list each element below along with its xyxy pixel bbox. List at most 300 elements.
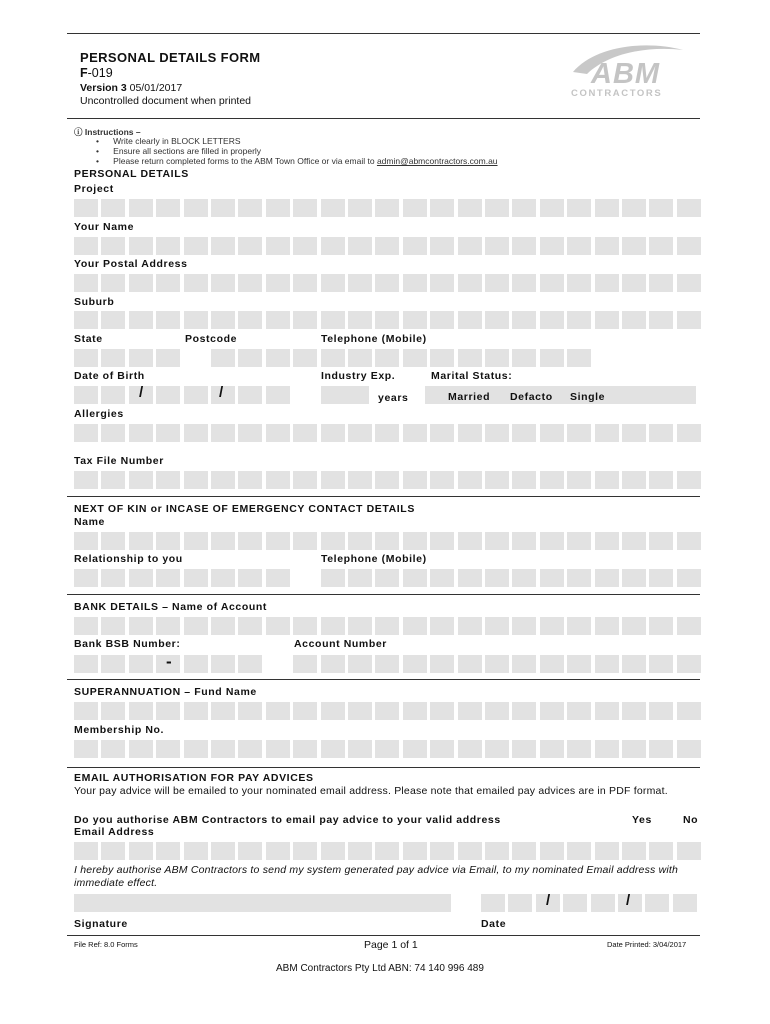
char-box[interactable] <box>430 569 454 587</box>
char-box[interactable] <box>184 740 208 758</box>
char-box[interactable] <box>622 199 646 217</box>
char-box[interactable] <box>156 740 180 758</box>
char-box[interactable] <box>677 424 701 442</box>
char-box[interactable] <box>512 274 536 292</box>
char-box[interactable] <box>540 702 564 720</box>
char-box[interactable] <box>211 655 235 673</box>
char-box[interactable] <box>101 349 125 367</box>
char-box[interactable] <box>485 424 509 442</box>
char-box[interactable] <box>321 274 345 292</box>
char-box[interactable] <box>622 702 646 720</box>
char-box[interactable] <box>403 740 427 758</box>
char-box[interactable] <box>348 617 372 635</box>
char-box[interactable] <box>266 311 290 329</box>
char-box[interactable] <box>649 569 673 587</box>
char-box[interactable] <box>101 424 125 442</box>
char-box[interactable] <box>512 569 536 587</box>
char-box[interactable] <box>375 471 399 489</box>
char-box[interactable] <box>184 532 208 550</box>
no-option[interactable]: No <box>683 814 699 826</box>
char-box[interactable] <box>375 569 399 587</box>
char-box[interactable] <box>101 471 125 489</box>
char-box[interactable] <box>156 237 180 255</box>
char-box[interactable] <box>403 237 427 255</box>
char-box[interactable] <box>458 740 482 758</box>
char-box[interactable] <box>348 311 372 329</box>
char-box[interactable] <box>430 740 454 758</box>
char-box[interactable] <box>101 237 125 255</box>
char-box[interactable] <box>677 471 701 489</box>
char-box[interactable] <box>485 655 509 673</box>
char-box[interactable] <box>375 199 399 217</box>
char-box[interactable] <box>540 740 564 758</box>
char-box[interactable] <box>348 424 372 442</box>
char-box[interactable] <box>211 349 235 367</box>
char-box[interactable] <box>485 617 509 635</box>
char-box[interactable] <box>129 311 153 329</box>
char-box[interactable] <box>321 424 345 442</box>
char-box[interactable] <box>485 702 509 720</box>
char-box[interactable] <box>293 424 317 442</box>
char-box[interactable] <box>567 424 591 442</box>
char-box[interactable] <box>156 424 180 442</box>
char-box[interactable] <box>266 471 290 489</box>
char-box[interactable] <box>595 424 619 442</box>
char-box[interactable] <box>74 617 98 635</box>
char-box[interactable] <box>101 740 125 758</box>
char-box[interactable] <box>211 740 235 758</box>
char-box[interactable] <box>266 702 290 720</box>
char-box[interactable] <box>622 532 646 550</box>
char-box[interactable] <box>485 311 509 329</box>
char-box[interactable] <box>293 702 317 720</box>
char-box[interactable] <box>321 532 345 550</box>
char-box[interactable] <box>403 311 427 329</box>
char-box[interactable] <box>156 199 180 217</box>
char-box[interactable] <box>156 532 180 550</box>
char-box[interactable] <box>622 569 646 587</box>
char-box[interactable] <box>677 532 701 550</box>
char-box[interactable] <box>129 237 153 255</box>
char-box[interactable] <box>458 424 482 442</box>
char-box[interactable] <box>649 842 673 860</box>
char-box[interactable] <box>649 424 673 442</box>
char-box[interactable] <box>595 842 619 860</box>
char-box[interactable] <box>458 569 482 587</box>
char-box[interactable] <box>101 655 125 673</box>
char-box[interactable] <box>375 842 399 860</box>
char-box[interactable] <box>485 842 509 860</box>
char-box[interactable] <box>430 424 454 442</box>
char-box[interactable] <box>458 199 482 217</box>
char-box[interactable] <box>129 740 153 758</box>
char-box[interactable] <box>567 569 591 587</box>
char-box[interactable] <box>156 274 180 292</box>
char-box[interactable] <box>512 424 536 442</box>
char-box[interactable] <box>101 617 125 635</box>
char-box[interactable] <box>512 655 536 673</box>
char-box[interactable] <box>321 569 345 587</box>
char-box[interactable] <box>649 311 673 329</box>
char-box[interactable] <box>211 617 235 635</box>
char-box[interactable] <box>129 424 153 442</box>
char-box[interactable] <box>238 311 262 329</box>
char-box[interactable] <box>266 740 290 758</box>
char-box[interactable] <box>129 532 153 550</box>
char-box[interactable] <box>677 740 701 758</box>
char-box[interactable] <box>266 199 290 217</box>
char-box[interactable] <box>512 740 536 758</box>
char-box[interactable] <box>458 274 482 292</box>
char-box[interactable] <box>156 349 180 367</box>
char-box[interactable] <box>403 842 427 860</box>
char-box[interactable] <box>101 702 125 720</box>
industry-field[interactable] <box>321 386 369 404</box>
char-box[interactable] <box>238 617 262 635</box>
char-box[interactable] <box>458 471 482 489</box>
char-box[interactable] <box>211 569 235 587</box>
char-box[interactable] <box>375 237 399 255</box>
char-box[interactable] <box>266 424 290 442</box>
char-box[interactable] <box>375 617 399 635</box>
char-box[interactable] <box>293 349 317 367</box>
char-box[interactable] <box>567 740 591 758</box>
char-box[interactable] <box>567 199 591 217</box>
char-box[interactable] <box>211 471 235 489</box>
char-box[interactable] <box>375 655 399 673</box>
char-box[interactable] <box>677 237 701 255</box>
char-box[interactable] <box>238 569 262 587</box>
char-box[interactable] <box>184 424 208 442</box>
char-box[interactable] <box>540 842 564 860</box>
char-box[interactable] <box>622 740 646 758</box>
char-box[interactable] <box>101 311 125 329</box>
char-box[interactable] <box>74 349 98 367</box>
char-box[interactable] <box>266 569 290 587</box>
char-box[interactable] <box>184 569 208 587</box>
char-box[interactable] <box>677 274 701 292</box>
char-box[interactable] <box>238 702 262 720</box>
char-box[interactable] <box>649 740 673 758</box>
char-box[interactable] <box>211 311 235 329</box>
char-box[interactable] <box>375 740 399 758</box>
char-box[interactable] <box>101 199 125 217</box>
char-box[interactable] <box>485 569 509 587</box>
char-box[interactable] <box>591 894 615 912</box>
char-box[interactable] <box>567 349 591 367</box>
char-box[interactable] <box>348 569 372 587</box>
char-box[interactable] <box>677 311 701 329</box>
char-box[interactable] <box>595 617 619 635</box>
char-box[interactable] <box>540 349 564 367</box>
char-box[interactable] <box>649 199 673 217</box>
char-box[interactable] <box>430 702 454 720</box>
char-box[interactable] <box>403 569 427 587</box>
char-box[interactable] <box>156 386 180 404</box>
char-box[interactable] <box>485 349 509 367</box>
char-box[interactable] <box>458 237 482 255</box>
char-box[interactable] <box>458 532 482 550</box>
char-box[interactable] <box>430 349 454 367</box>
char-box[interactable] <box>266 274 290 292</box>
char-box[interactable] <box>622 655 646 673</box>
char-box[interactable] <box>74 532 98 550</box>
char-box[interactable] <box>540 532 564 550</box>
char-box[interactable] <box>567 532 591 550</box>
char-box[interactable] <box>540 655 564 673</box>
char-box[interactable] <box>458 842 482 860</box>
single-option[interactable]: Single <box>570 391 606 403</box>
char-box[interactable] <box>485 740 509 758</box>
char-box[interactable] <box>430 842 454 860</box>
char-box[interactable] <box>238 274 262 292</box>
char-box[interactable] <box>348 740 372 758</box>
char-box[interactable] <box>649 655 673 673</box>
char-box[interactable] <box>266 532 290 550</box>
char-box[interactable] <box>540 617 564 635</box>
char-box[interactable] <box>184 386 208 404</box>
char-box[interactable] <box>238 424 262 442</box>
char-box[interactable] <box>266 617 290 635</box>
char-box[interactable] <box>129 349 153 367</box>
char-box[interactable] <box>430 237 454 255</box>
char-box[interactable] <box>321 237 345 255</box>
char-box[interactable] <box>403 349 427 367</box>
char-box[interactable] <box>293 617 317 635</box>
char-box[interactable] <box>430 311 454 329</box>
char-box[interactable] <box>129 274 153 292</box>
char-box[interactable] <box>74 569 98 587</box>
char-box[interactable] <box>211 237 235 255</box>
char-box[interactable] <box>211 424 235 442</box>
char-box[interactable] <box>348 237 372 255</box>
char-box[interactable] <box>321 617 345 635</box>
char-box[interactable] <box>567 471 591 489</box>
char-box[interactable] <box>430 199 454 217</box>
char-box[interactable] <box>485 237 509 255</box>
char-box[interactable] <box>403 274 427 292</box>
char-box[interactable] <box>184 655 208 673</box>
char-box[interactable] <box>430 617 454 635</box>
char-box[interactable] <box>458 702 482 720</box>
char-box[interactable] <box>266 386 290 404</box>
char-box[interactable] <box>540 237 564 255</box>
char-box[interactable] <box>74 274 98 292</box>
char-box[interactable] <box>293 842 317 860</box>
char-box[interactable] <box>649 237 673 255</box>
char-box[interactable] <box>430 274 454 292</box>
char-box[interactable] <box>293 237 317 255</box>
char-box[interactable] <box>677 702 701 720</box>
char-box[interactable] <box>595 655 619 673</box>
char-box[interactable] <box>485 471 509 489</box>
char-box[interactable] <box>512 349 536 367</box>
char-box[interactable] <box>238 349 262 367</box>
char-box[interactable] <box>567 702 591 720</box>
char-box[interactable] <box>74 199 98 217</box>
char-box[interactable] <box>321 311 345 329</box>
char-box[interactable] <box>403 702 427 720</box>
char-box[interactable] <box>458 617 482 635</box>
char-box[interactable] <box>321 842 345 860</box>
char-box[interactable] <box>74 386 98 404</box>
char-box[interactable] <box>595 532 619 550</box>
char-box[interactable] <box>567 617 591 635</box>
char-box[interactable] <box>595 274 619 292</box>
char-box[interactable] <box>156 569 180 587</box>
char-box[interactable] <box>649 532 673 550</box>
char-box[interactable] <box>101 842 125 860</box>
char-box[interactable] <box>622 617 646 635</box>
char-box[interactable] <box>649 702 673 720</box>
char-box[interactable] <box>211 532 235 550</box>
char-box[interactable] <box>184 617 208 635</box>
char-box[interactable] <box>238 532 262 550</box>
char-box[interactable] <box>649 274 673 292</box>
char-box[interactable] <box>129 702 153 720</box>
char-box[interactable] <box>321 702 345 720</box>
char-box[interactable] <box>129 842 153 860</box>
char-box[interactable] <box>293 740 317 758</box>
char-box[interactable] <box>293 532 317 550</box>
char-box[interactable] <box>673 894 697 912</box>
char-box[interactable] <box>458 349 482 367</box>
char-box[interactable] <box>129 471 153 489</box>
char-box[interactable] <box>622 842 646 860</box>
char-box[interactable] <box>74 424 98 442</box>
char-box[interactable] <box>645 894 669 912</box>
char-box[interactable] <box>293 199 317 217</box>
char-box[interactable] <box>485 274 509 292</box>
char-box[interactable] <box>348 702 372 720</box>
char-box[interactable] <box>266 237 290 255</box>
char-box[interactable] <box>485 199 509 217</box>
char-box[interactable] <box>293 311 317 329</box>
char-box[interactable] <box>595 237 619 255</box>
char-box[interactable] <box>129 655 153 673</box>
char-box[interactable] <box>184 274 208 292</box>
char-box[interactable] <box>101 274 125 292</box>
char-box[interactable] <box>266 349 290 367</box>
char-box[interactable] <box>238 740 262 758</box>
char-box[interactable] <box>129 569 153 587</box>
char-box[interactable] <box>156 702 180 720</box>
char-box[interactable] <box>622 237 646 255</box>
char-box[interactable] <box>74 311 98 329</box>
char-box[interactable] <box>540 199 564 217</box>
char-box[interactable] <box>321 655 345 673</box>
char-box[interactable] <box>375 274 399 292</box>
char-box[interactable] <box>375 424 399 442</box>
char-box[interactable] <box>485 532 509 550</box>
char-box[interactable] <box>375 702 399 720</box>
char-box[interactable] <box>458 655 482 673</box>
char-box[interactable] <box>238 842 262 860</box>
char-box[interactable] <box>375 311 399 329</box>
char-box[interactable] <box>677 199 701 217</box>
char-box[interactable] <box>211 199 235 217</box>
char-box[interactable] <box>156 311 180 329</box>
char-box[interactable] <box>677 569 701 587</box>
char-box[interactable] <box>321 471 345 489</box>
char-box[interactable] <box>74 655 98 673</box>
char-box[interactable] <box>512 471 536 489</box>
yes-option[interactable]: Yes <box>632 814 652 826</box>
char-box[interactable] <box>622 424 646 442</box>
char-box[interactable] <box>156 471 180 489</box>
char-box[interactable] <box>184 237 208 255</box>
char-box[interactable] <box>677 655 701 673</box>
char-box[interactable] <box>101 532 125 550</box>
char-box[interactable] <box>595 471 619 489</box>
char-box[interactable] <box>595 740 619 758</box>
char-box[interactable] <box>458 311 482 329</box>
char-box[interactable] <box>375 349 399 367</box>
char-box[interactable] <box>677 617 701 635</box>
char-box[interactable] <box>184 702 208 720</box>
char-box[interactable] <box>512 702 536 720</box>
char-box[interactable] <box>512 311 536 329</box>
char-box[interactable] <box>540 311 564 329</box>
char-box[interactable] <box>649 471 673 489</box>
char-box[interactable] <box>567 842 591 860</box>
char-box[interactable] <box>403 617 427 635</box>
char-box[interactable] <box>540 569 564 587</box>
char-box[interactable] <box>403 471 427 489</box>
char-box[interactable] <box>74 471 98 489</box>
char-box[interactable] <box>293 655 317 673</box>
char-box[interactable] <box>266 842 290 860</box>
char-box[interactable] <box>184 311 208 329</box>
char-box[interactable] <box>238 199 262 217</box>
char-box[interactable] <box>595 311 619 329</box>
char-box[interactable] <box>430 532 454 550</box>
char-box[interactable] <box>430 655 454 673</box>
char-box[interactable] <box>595 569 619 587</box>
char-box[interactable] <box>211 842 235 860</box>
char-box[interactable] <box>184 842 208 860</box>
char-box[interactable] <box>129 199 153 217</box>
char-box[interactable] <box>508 894 532 912</box>
char-box[interactable] <box>512 842 536 860</box>
char-box[interactable] <box>348 655 372 673</box>
char-box[interactable] <box>348 842 372 860</box>
char-box[interactable] <box>74 842 98 860</box>
char-box[interactable] <box>184 199 208 217</box>
char-box[interactable] <box>403 532 427 550</box>
char-box[interactable] <box>512 617 536 635</box>
char-box[interactable] <box>403 655 427 673</box>
char-box[interactable] <box>348 199 372 217</box>
char-box[interactable] <box>622 311 646 329</box>
char-box[interactable] <box>430 471 454 489</box>
char-box[interactable] <box>101 386 125 404</box>
char-box[interactable] <box>238 386 262 404</box>
char-box[interactable] <box>321 349 345 367</box>
char-box[interactable] <box>567 655 591 673</box>
char-box[interactable] <box>184 471 208 489</box>
char-box[interactable] <box>512 199 536 217</box>
char-box[interactable] <box>622 471 646 489</box>
char-box[interactable] <box>563 894 587 912</box>
char-box[interactable] <box>74 702 98 720</box>
char-box[interactable] <box>238 237 262 255</box>
char-box[interactable] <box>649 617 673 635</box>
char-box[interactable] <box>348 349 372 367</box>
married-option[interactable]: Married <box>448 391 491 403</box>
char-box[interactable] <box>74 237 98 255</box>
signature-field[interactable] <box>74 894 451 912</box>
